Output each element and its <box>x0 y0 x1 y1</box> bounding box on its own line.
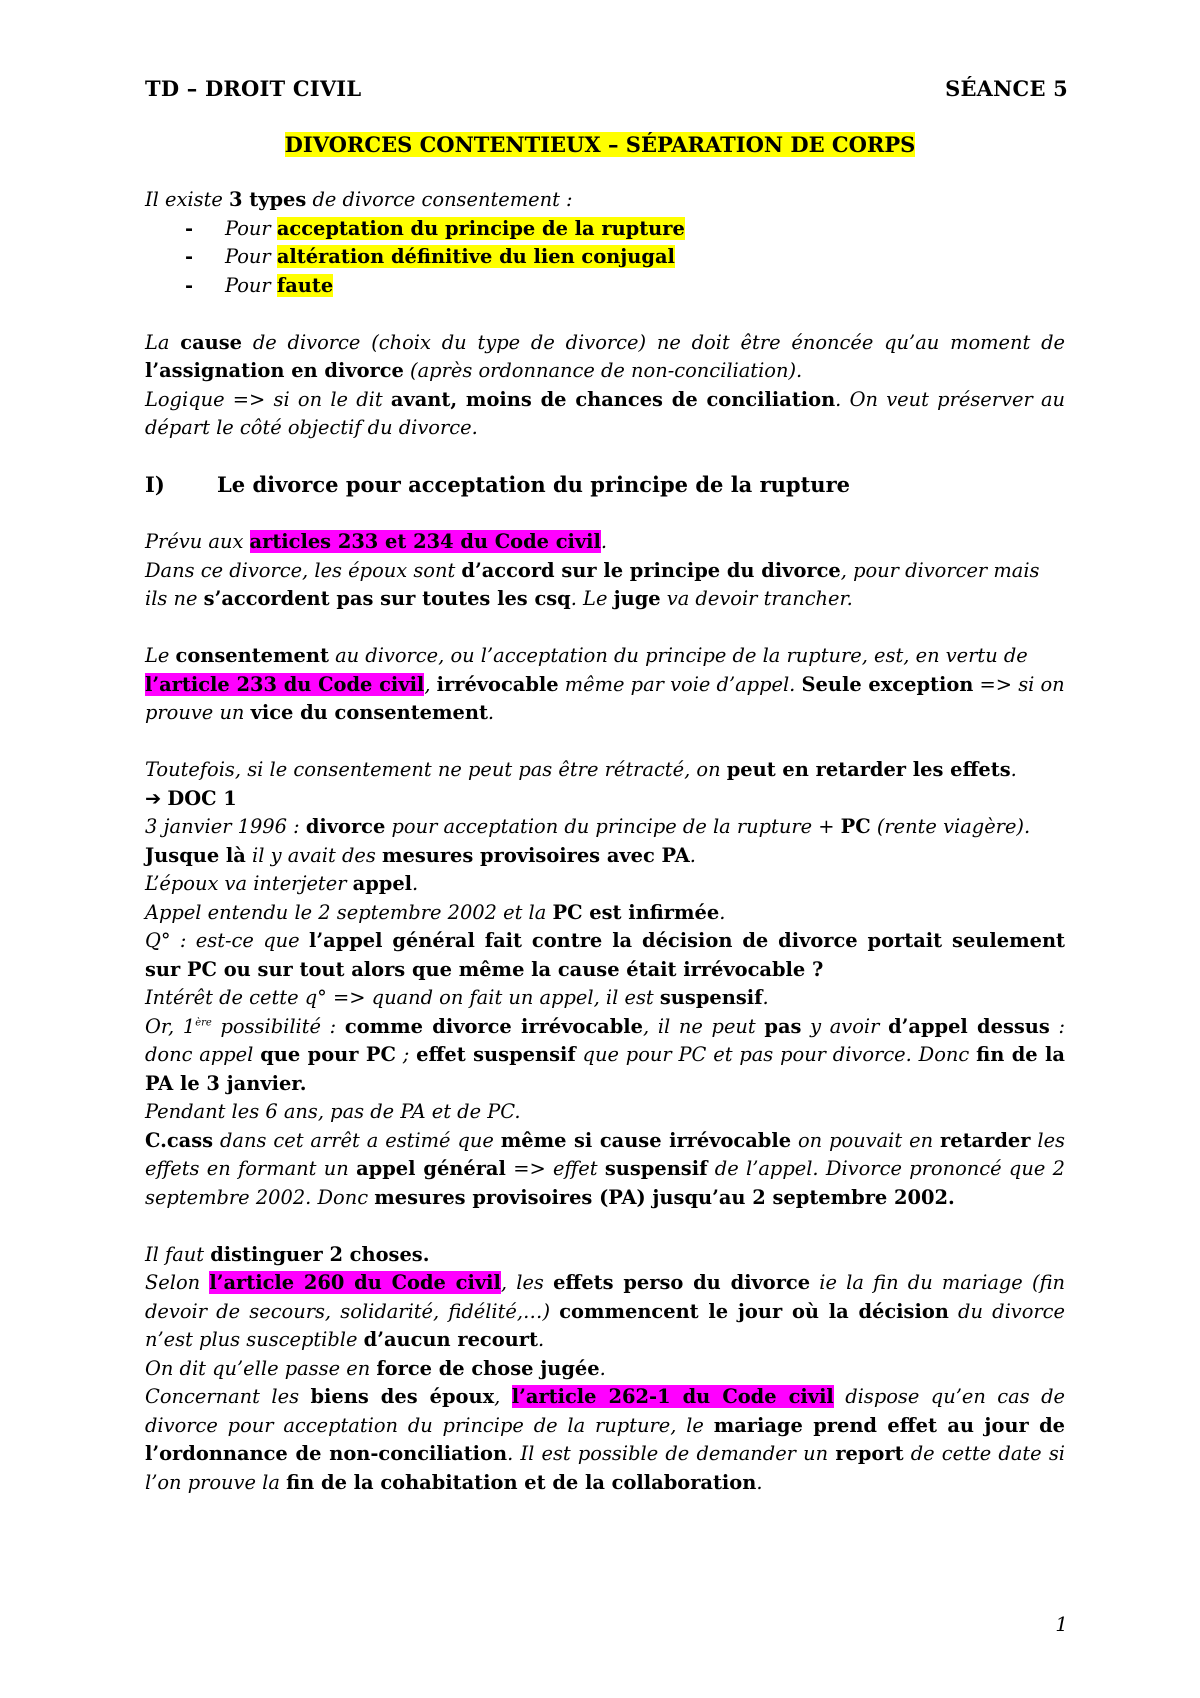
header-session: SÉANCE 5 <box>945 76 1068 101</box>
page-number: 1 <box>1055 1612 1068 1636</box>
paragraph-distinguer: Il faut distinguer 2 choses. <box>145 1242 430 1266</box>
list-item: - Pour acceptation du principe de la rupture <box>185 216 685 240</box>
doc-reference: ➔ DOC 1 <box>145 786 237 810</box>
header-course: TD – DROIT CIVIL <box>145 76 362 101</box>
doc-line: Appel entendu le 2 septembre 2002 et la PC est infirmée. <box>145 900 726 924</box>
paragraph-prevu: Prévu aux articles 233 et 234 du Code civil. <box>145 530 608 553</box>
doc-line: Intérêt de cette q° => quand on fait un appel, il est suspensif. <box>145 986 769 1009</box>
doc-line: 3 janvier 1996 : divorce pour acceptation du principe de la rupture + PC (rente viagère). <box>145 815 1031 838</box>
section-heading-1: I) Le divorce pour acceptation du principe de la rupture <box>145 472 850 497</box>
paragraph-article-262-1: Concernant les biens des époux, l’article 262-1 du Code civil dispose qu’en cas de divorce pour acceptation du principe de la rupture, le mariage prend effet au jour de l’ordonnance de non-conciliation. Il est possible de demander un report de cette date si l’on prouve la fin de la cohabitation et de la collaboration. <box>145 1385 1066 1494</box>
paragraph-force-jugee: On dit qu’elle passe en force de chose jugée. <box>145 1356 606 1380</box>
document-body <box>145 186 1065 1497</box>
doc-line: L’époux va interjeter appel. <box>145 872 419 895</box>
doc-question: Q° : est-ce que l’appel général fait contre la décision de divorce portait seulement sur PC ou sur tout alors que même la cause était irrévocable ? <box>145 929 1065 981</box>
paragraph-article-260: Selon l’article 260 du Code civil, les effets perso du divorce ie la fin du mariage (fin devoir de secours, solidarité, fidélité,…) commencent le jour où la décision du divorce n’est plus susceptible d’aucun recourt. <box>145 1271 1066 1351</box>
doc-ccass: C.cass dans cet arrêt a estimé que même si cause irrévocable on pouvait en retarder les effets en formant un appel général => effet suspensif de l’appel. Divorce prononcé que 2 septembre 2002. Donc mesures provisoires (PA) jusqu’au 2 septembre 2002. <box>145 1128 1066 1209</box>
doc-line: Jusque là il y avait des mesures provisoires avec PA. <box>145 843 696 867</box>
paragraph-cause: La cause de divorce (choix du type de divorce) ne doit être énoncée qu’au moment de l’assignation en divorce (après ordonnance de non-conciliation). <box>145 330 1065 382</box>
doc-possibility: Or, 1ère possibilité : comme divorce irrévocable, il ne peut pas y avoir d’appel dessus : donc appel que pour PC ; effet suspensif que pour PC et pas pour divorce. Donc fin de la PA le 3 janvier. <box>145 1014 1066 1095</box>
list-item: - Pour altération définitive du lien conjugal <box>185 245 675 268</box>
doc-line: Pendant les 6 ans, pas de PA et de PC. <box>145 1100 521 1123</box>
intro-line: Il existe 3 types de divorce consentement : <box>145 188 573 211</box>
divorce-types-list <box>145 215 1065 301</box>
arrow-right-icon: ➔ <box>145 786 162 810</box>
title-highlight: DIVORCES CONTENTIEUX – SÉPARATION DE CORPS <box>284 132 916 157</box>
paragraph-consentement: Le consentement au divorce, ou l’acceptation du principe de la rupture, est, en vertu de l’article 233 du Code civil, irrévocable même par voie d’appel. Seule exception => si on prouve un vice du consentement. <box>145 644 1065 724</box>
document-title <box>0 132 1200 157</box>
paragraph-logique: Logique => si on le dit avant, moins de chances de conciliation. On veut préserver au départ le côté objectif du divorce. <box>145 387 1066 439</box>
paragraph-accord: Dans ce divorce, les époux sont d’accord sur le principe du divorce, pour divorcer mais ils ne s’accordent pas sur toutes les csq. Le juge va devoir trancher. <box>145 558 1040 610</box>
paragraph-toutefois: Toutefois, si le consentement ne peut pas être rétracté, on peut en retarder les effets. <box>145 758 1017 781</box>
list-item: - Pour faute <box>185 273 334 297</box>
